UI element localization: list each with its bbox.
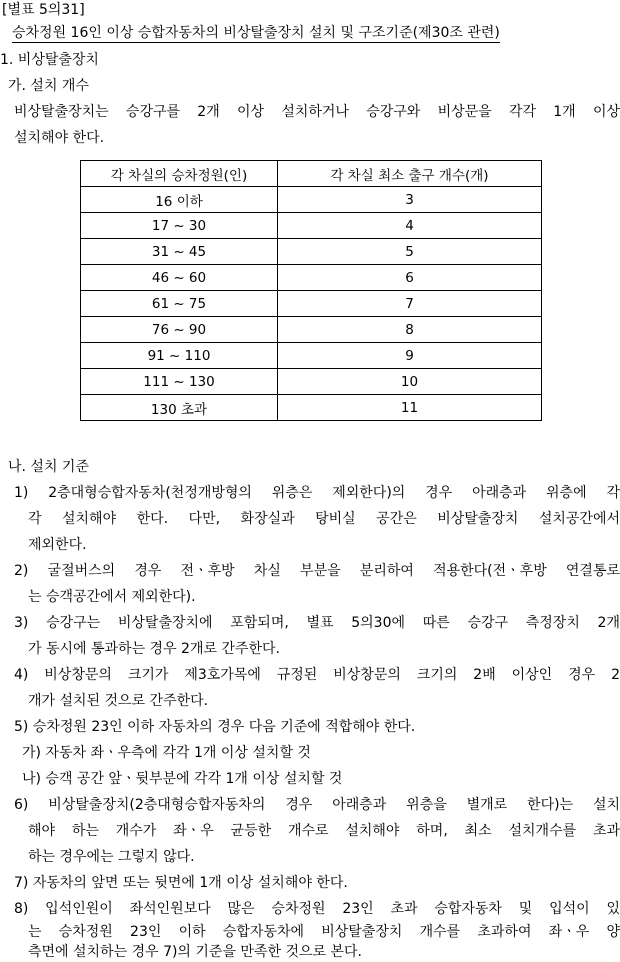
table-cell: 5 <box>278 239 542 265</box>
list-item: 3) 승강구는 비상탈출장치에 포함되며, 별표 5의30에 따른 승강구 측정장치 2개 <box>14 615 620 631</box>
table-cell: 3 <box>278 187 542 213</box>
table-cell: 16 이하 <box>81 187 278 213</box>
list-item-continuation: 는 승차정원 23인 이하 승합자동차에 비상탈출장치 개수를 초과하여 좌ㆍ우 양 <box>28 924 620 940</box>
table-row <box>81 317 542 343</box>
list-item-continuation: 는 승객공간에서 제외한다). <box>28 589 196 605</box>
document-title <box>12 23 500 43</box>
table-row <box>81 395 542 421</box>
table-row <box>81 343 542 369</box>
sub-list-item: 나) 승객 공간 앞ㆍ뒷부분에 각각 1개 이상 설치할 것 <box>22 771 343 787</box>
table-cell: 11 <box>278 395 542 421</box>
table-row <box>81 213 542 239</box>
table-header-row <box>81 161 542 187</box>
table-header-cell: 각 차실 최소 출구 개수(개) <box>278 161 542 187</box>
list-item: 5) 승차정원 23인 이하 자동차의 경우 다음 기준에 적합해야 한다. <box>14 719 416 735</box>
table-row <box>81 265 542 291</box>
section-heading: 1. 비상탈출장치 <box>0 52 99 68</box>
table-row <box>81 239 542 265</box>
table-cell: 91 ~ 110 <box>81 343 278 369</box>
table-cell: 46 ~ 60 <box>81 265 278 291</box>
subsection-heading: 가. 설치 개수 <box>8 78 89 94</box>
annex-tag: [별표 5의31] <box>2 2 85 18</box>
list-item: 6) 비상탈출장치(2층대형승합자동차의 경우 아래층과 위층을 별개로 한다)는 설치 <box>14 797 620 813</box>
table-cell: 31 ~ 45 <box>81 239 278 265</box>
table-row <box>81 369 542 395</box>
list-item: 8) 입석인원이 좌석인원보다 많은 승차정원 23인 초과 승합자동차 및 입석이 있 <box>14 901 620 917</box>
list-item: 1) 2층대형승합자동차(천정개방형의 위층은 제외한다)의 경우 아래층과 위층에 각 <box>14 485 620 501</box>
table-cell: 17 ~ 30 <box>81 213 278 239</box>
list-item: 7) 자동차의 앞면 또는 뒷면에 1개 이상 설치해야 한다. <box>14 875 348 891</box>
sub-list-item: 가) 자동차 좌ㆍ우측에 각각 1개 이상 설치할 것 <box>22 745 311 761</box>
list-item: 2) 굴절버스의 경우 전ㆍ후방 차실 부분을 분리하여 적용한다(전ㆍ후방 연결통로 <box>14 563 620 579</box>
table-cell: 10 <box>278 369 542 395</box>
list-item-continuation: 측면에 설치하는 경우 7)의 기준을 만족한 것으로 본다. <box>28 944 362 960</box>
list-item-continuation: 개가 설치된 것으로 간주한다. <box>28 693 209 709</box>
list-item-continuation: 가 동시에 통과하는 경우 2개로 간주한다. <box>28 641 280 657</box>
table-cell: 61 ~ 75 <box>81 291 278 317</box>
list-item-continuation: 제외한다. <box>28 537 87 553</box>
table-cell: 76 ~ 90 <box>81 317 278 343</box>
table-cell: 6 <box>278 265 542 291</box>
exit-count-table <box>80 160 542 421</box>
list-item: 4) 비상창문의 크기가 제3호가목에 규정된 비상창문의 크기의 2배 이상인 경우 2 <box>14 667 620 683</box>
document-title-text: 승차정원 16인 이상 승합자동차의 비상탈출장치 설치 및 구조기준(제30조 관련) <box>12 25 500 41</box>
table-cell: 7 <box>278 291 542 317</box>
table-row <box>81 187 542 213</box>
list-item-continuation: 각 설치해야 한다. 다만, 화장실과 탕비실 공간은 비상탈출장치 설치공간에서 <box>28 511 620 527</box>
table-cell: 4 <box>278 213 542 239</box>
table-header-cell: 각 차실의 승차정원(인) <box>81 161 278 187</box>
table-cell: 9 <box>278 343 542 369</box>
list-item-continuation: 해야 하는 개수가 좌ㆍ우 균등한 개수로 설치해야 하며, 최소 설치개수를 초과 <box>28 823 620 839</box>
list-item-continuation: 하는 경우에는 그렇지 않다. <box>28 849 195 865</box>
table-cell: 111 ~ 130 <box>81 369 278 395</box>
table-row <box>81 291 542 317</box>
subsection-heading: 나. 설치 기준 <box>8 459 89 475</box>
table-cell: 8 <box>278 317 542 343</box>
table-cell: 130 초과 <box>81 395 278 421</box>
paragraph-line: 비상탈출장치는 승강구를 2개 이상 설치하거나 승강구와 비상문을 각각 1개 이상 <box>14 104 620 120</box>
paragraph-line: 설치해야 한다. <box>14 130 105 146</box>
